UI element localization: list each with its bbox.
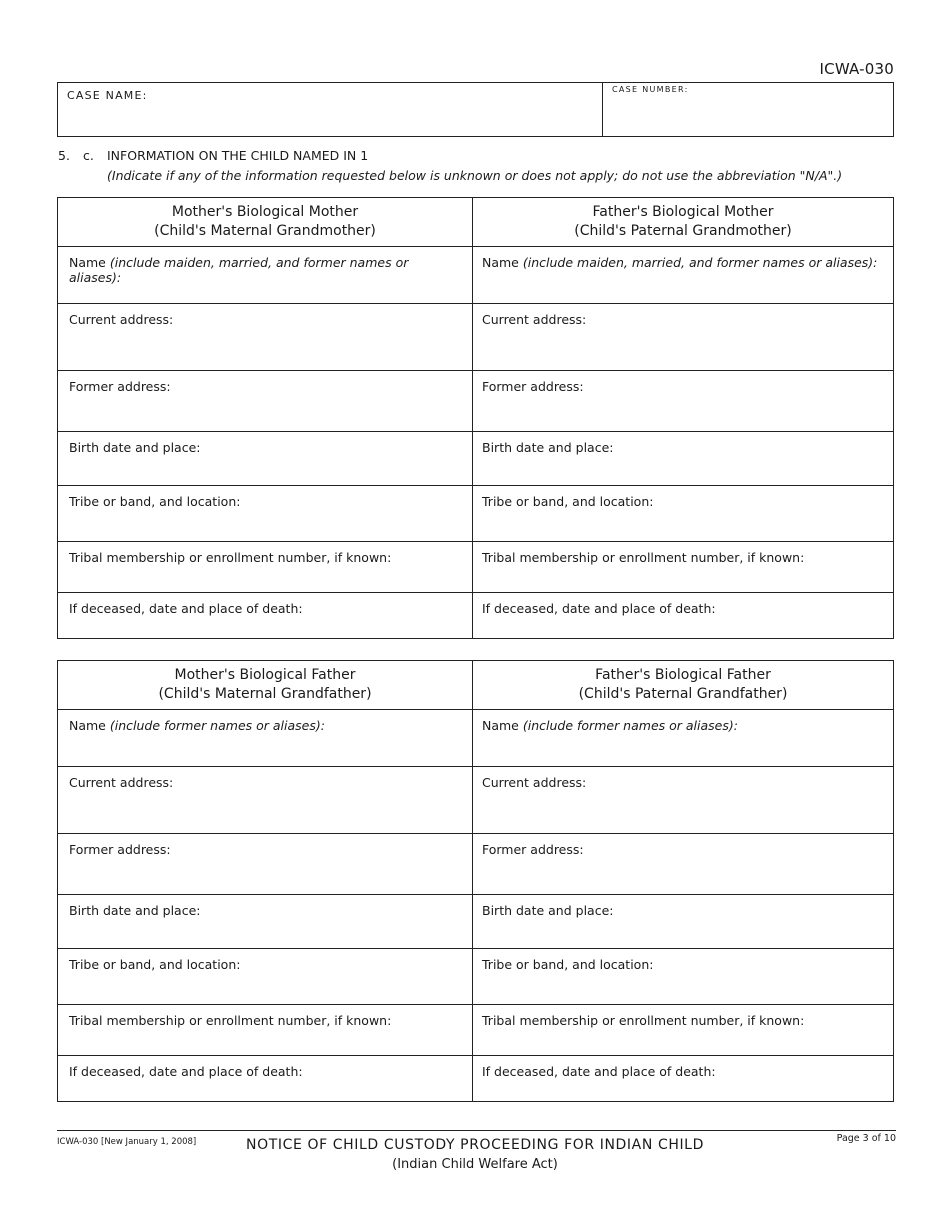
tribe-row (58, 485, 893, 541)
maternal-grandfather-tribe-field[interactable] (58, 949, 473, 1004)
footer-title: NOTICE OF CHILD CUSTODY PROCEEDING FOR INDIAN CHILD (246, 1137, 704, 1153)
field-label: Current address: (69, 312, 174, 327)
field-label: Former address: (69, 379, 171, 394)
field-label: If deceased, date and place of death: (482, 601, 716, 616)
field-label: Tribal membership or enrollment number, if known: (482, 1013, 805, 1028)
header-subtitle: (Child's Paternal Grandfather) (578, 686, 788, 702)
field-label: Birth date and place: (482, 440, 614, 455)
maternal-grandmother-membership-field[interactable] (58, 542, 473, 592)
paternal-grandmother-tribe-field[interactable] (473, 486, 893, 541)
field-label: Tribal membership or enrollment number, if known: (482, 550, 805, 565)
maternal-grandmother-tribe-field[interactable] (58, 486, 473, 541)
maternal-grandfather-former-address-field[interactable] (58, 834, 473, 894)
maternal-grandfather-current-address-field[interactable] (58, 767, 473, 833)
maternal-grandmother-former-address-field[interactable] (58, 371, 473, 431)
membership-row (58, 541, 893, 592)
field-label: Name (69, 255, 106, 270)
footer-form-id: ICWA-030 [New January 1, 2008] (57, 1137, 197, 1147)
footer-subtitle: (Indian Child Welfare Act) (392, 1157, 558, 1172)
section-number: 5. (58, 148, 70, 163)
name-row (58, 246, 893, 303)
case-box (57, 82, 894, 137)
paternal-grandfather-header (473, 661, 893, 709)
deceased-row (58, 1055, 893, 1101)
paternal-grandmother-current-address-field[interactable] (473, 304, 893, 370)
former-address-row (58, 370, 893, 431)
section-instruction: (Indicate if any of the information requested below is unknown or does not apply; do not use the abbreviation "N/A".) (107, 168, 843, 183)
field-label: Former address: (482, 379, 584, 394)
header-title: Mother's Biological Mother (171, 204, 359, 220)
paternal-grandmother-former-address-field[interactable] (473, 371, 893, 431)
field-label: If deceased, date and place of death: (69, 601, 303, 616)
field-label: Name (69, 718, 106, 733)
field-label: Birth date and place: (69, 903, 201, 918)
grandfathers-table (57, 660, 894, 1102)
paternal-grandfather-former-address-field[interactable] (473, 834, 893, 894)
field-label: Current address: (482, 775, 587, 790)
case-name-label: CASE NAME: (67, 89, 148, 102)
footer-divider (57, 1130, 896, 1131)
maternal-grandmother-header (58, 198, 473, 246)
field-label: If deceased, date and place of death: (69, 1064, 303, 1079)
field-label: Tribe or band, and location: (482, 494, 654, 509)
field-label: Former address: (69, 842, 171, 857)
membership-row (58, 1004, 893, 1055)
maternal-grandfather-header (58, 661, 473, 709)
maternal-grandfather-birth-field[interactable] (58, 895, 473, 948)
field-label: Current address: (482, 312, 587, 327)
case-name-field[interactable] (58, 83, 603, 136)
field-label: Tribe or band, and location: (69, 957, 241, 972)
paternal-grandmother-deceased-field[interactable] (473, 593, 893, 638)
field-label: Birth date and place: (482, 903, 614, 918)
field-label: Tribal membership or enrollment number, if known: (69, 550, 392, 565)
case-number-label: CASE NUMBER: (612, 85, 689, 94)
paternal-grandmother-birth-field[interactable] (473, 432, 893, 485)
field-label: Former address: (482, 842, 584, 857)
header-subtitle: (Child's Paternal Grandmother) (574, 223, 792, 239)
former-address-row (58, 833, 893, 894)
tribe-row (58, 948, 893, 1004)
field-label: Current address: (69, 775, 174, 790)
grandmothers-table (57, 197, 894, 639)
section-letter: c. (83, 148, 94, 163)
name-row (58, 709, 893, 766)
field-label: Birth date and place: (69, 440, 201, 455)
maternal-grandfather-name-field[interactable] (58, 710, 473, 766)
section-heading (58, 148, 368, 163)
header-title: Father's Biological Mother (592, 204, 774, 220)
deceased-row (58, 592, 893, 638)
field-note: (include maiden, married, and former names or aliases): (522, 255, 878, 270)
page-number: Page 3 of 10 (836, 1133, 896, 1144)
current-address-row (58, 303, 893, 370)
maternal-grandmother-birth-field[interactable] (58, 432, 473, 485)
form-id: ICWA-030 (819, 60, 894, 78)
field-label: Name (482, 255, 519, 270)
header-subtitle: (Child's Maternal Grandmother) (154, 223, 376, 239)
paternal-grandfather-deceased-field[interactable] (473, 1056, 893, 1101)
table-header-row (58, 661, 893, 709)
field-label: Tribe or band, and location: (482, 957, 654, 972)
paternal-grandmother-membership-field[interactable] (473, 542, 893, 592)
field-note: (include former names or aliases): (109, 718, 325, 733)
field-note: (include former names or aliases): (522, 718, 738, 733)
section-title: INFORMATION ON THE CHILD NAMED IN 1 (107, 148, 369, 163)
birth-row (58, 894, 893, 948)
field-label: If deceased, date and place of death: (482, 1064, 716, 1079)
field-note: (include maiden, married, and former names or aliases): (69, 255, 409, 285)
paternal-grandfather-current-address-field[interactable] (473, 767, 893, 833)
paternal-grandmother-name-field[interactable] (473, 247, 893, 303)
paternal-grandfather-name-field[interactable] (473, 710, 893, 766)
field-label: Name (482, 718, 519, 733)
birth-row (58, 431, 893, 485)
maternal-grandmother-name-field[interactable] (58, 247, 473, 303)
header-title: Mother's Biological Father (174, 667, 356, 683)
field-label: Tribal membership or enrollment number, if known: (69, 1013, 392, 1028)
paternal-grandfather-birth-field[interactable] (473, 895, 893, 948)
maternal-grandfather-membership-field[interactable] (58, 1005, 473, 1055)
current-address-row (58, 766, 893, 833)
header-title: Father's Biological Father (595, 667, 771, 683)
paternal-grandfather-membership-field[interactable] (473, 1005, 893, 1055)
header-subtitle: (Child's Maternal Grandfather) (158, 686, 372, 702)
paternal-grandmother-header (473, 198, 893, 246)
maternal-grandmother-deceased-field[interactable] (58, 593, 473, 638)
case-number-field[interactable] (603, 83, 893, 136)
paternal-grandfather-tribe-field[interactable] (473, 949, 893, 1004)
table-header-row (58, 198, 893, 246)
maternal-grandmother-current-address-field[interactable] (58, 304, 473, 370)
field-label: Tribe or band, and location: (69, 494, 241, 509)
maternal-grandfather-deceased-field[interactable] (58, 1056, 473, 1101)
